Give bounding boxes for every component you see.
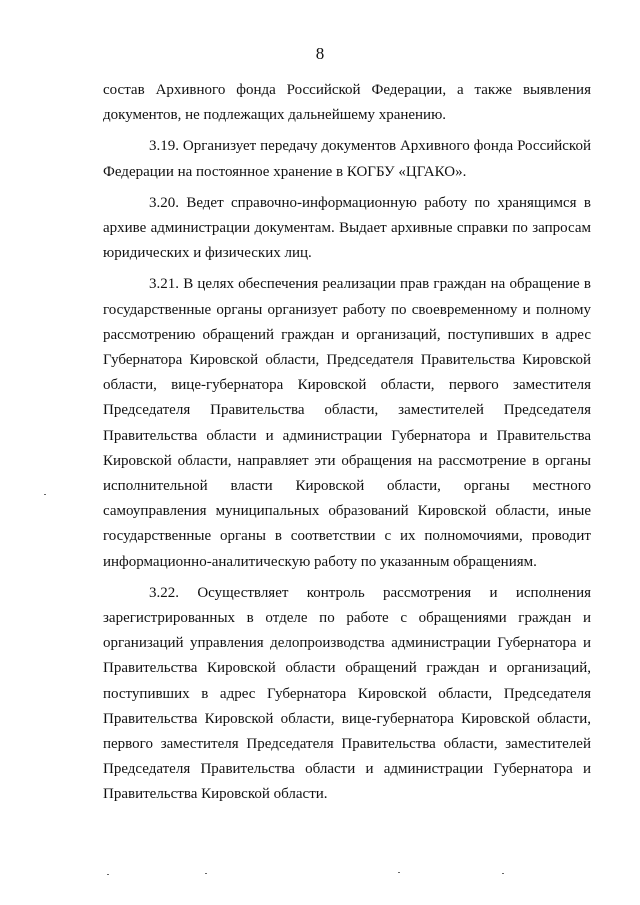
paragraph-3-19: 3.19. Организует передачу документов Архивного фонда Российской Федерации на постоянное хранение в КОГБУ «ЦГАКО». [103, 138, 591, 180]
scan-speck [107, 874, 109, 875]
scan-speck [502, 873, 504, 874]
document-body [103, 78, 591, 814]
page-number: 8 [315, 44, 325, 63]
scan-speck [398, 872, 400, 873]
paragraph-3-22: 3.22. Осуществляет контроль рассмотрения и исполнения зарегистрированных в отделе по работе с обращениями граждан и организаций управления делопроизводства администрации Губернатора и Правительства Кировской области обращений граждан и организаций, поступивших в адрес Губернатора Кировской области, Председателя Правительства Кировской области, вице-губернатора Кировской области, первого заместителя Председателя Правительства области, заместителей Председателя Правительства области и администрации Губернатора и Правительства Кировской области. [103, 584, 591, 803]
scan-speck [44, 494, 46, 495]
paragraph-3-21: 3.21. В целях обеспечения реализации прав граждан на обращение в государственные органы организует работу по своевременному и полному рассмотрению обращений граждан и организаций, поступивших в адрес Губернатора Кировской области, Председателя Правительства Кировской области, вице-губернатора Кировской области, первого заместителя Председателя Правительства области, заместителей Председателя Правительства области и администрации Губернатора и Правительства Кировской области, направляет эти обращения на рассмотрение в органы исполнительной власти Кировской области, органы местного самоуправления муниципальных образований Кировской области, иные государственные органы в соответствии с их полномочиями, проводит информационно-аналитическую работу по указанным обращениям. [103, 276, 591, 570]
scan-speck [205, 873, 207, 874]
paragraph-continuation: состав Архивного фонда Российской Федерации, а также выявления документов, не подлежащих дальнейшему хранению. [103, 82, 591, 124]
paragraph-3-20: 3.20. Ведет справочно-информационную работу по хранящимся в архиве администрации документам. Выдает архивные справки по запросам юридических и физических лиц. [103, 194, 591, 262]
